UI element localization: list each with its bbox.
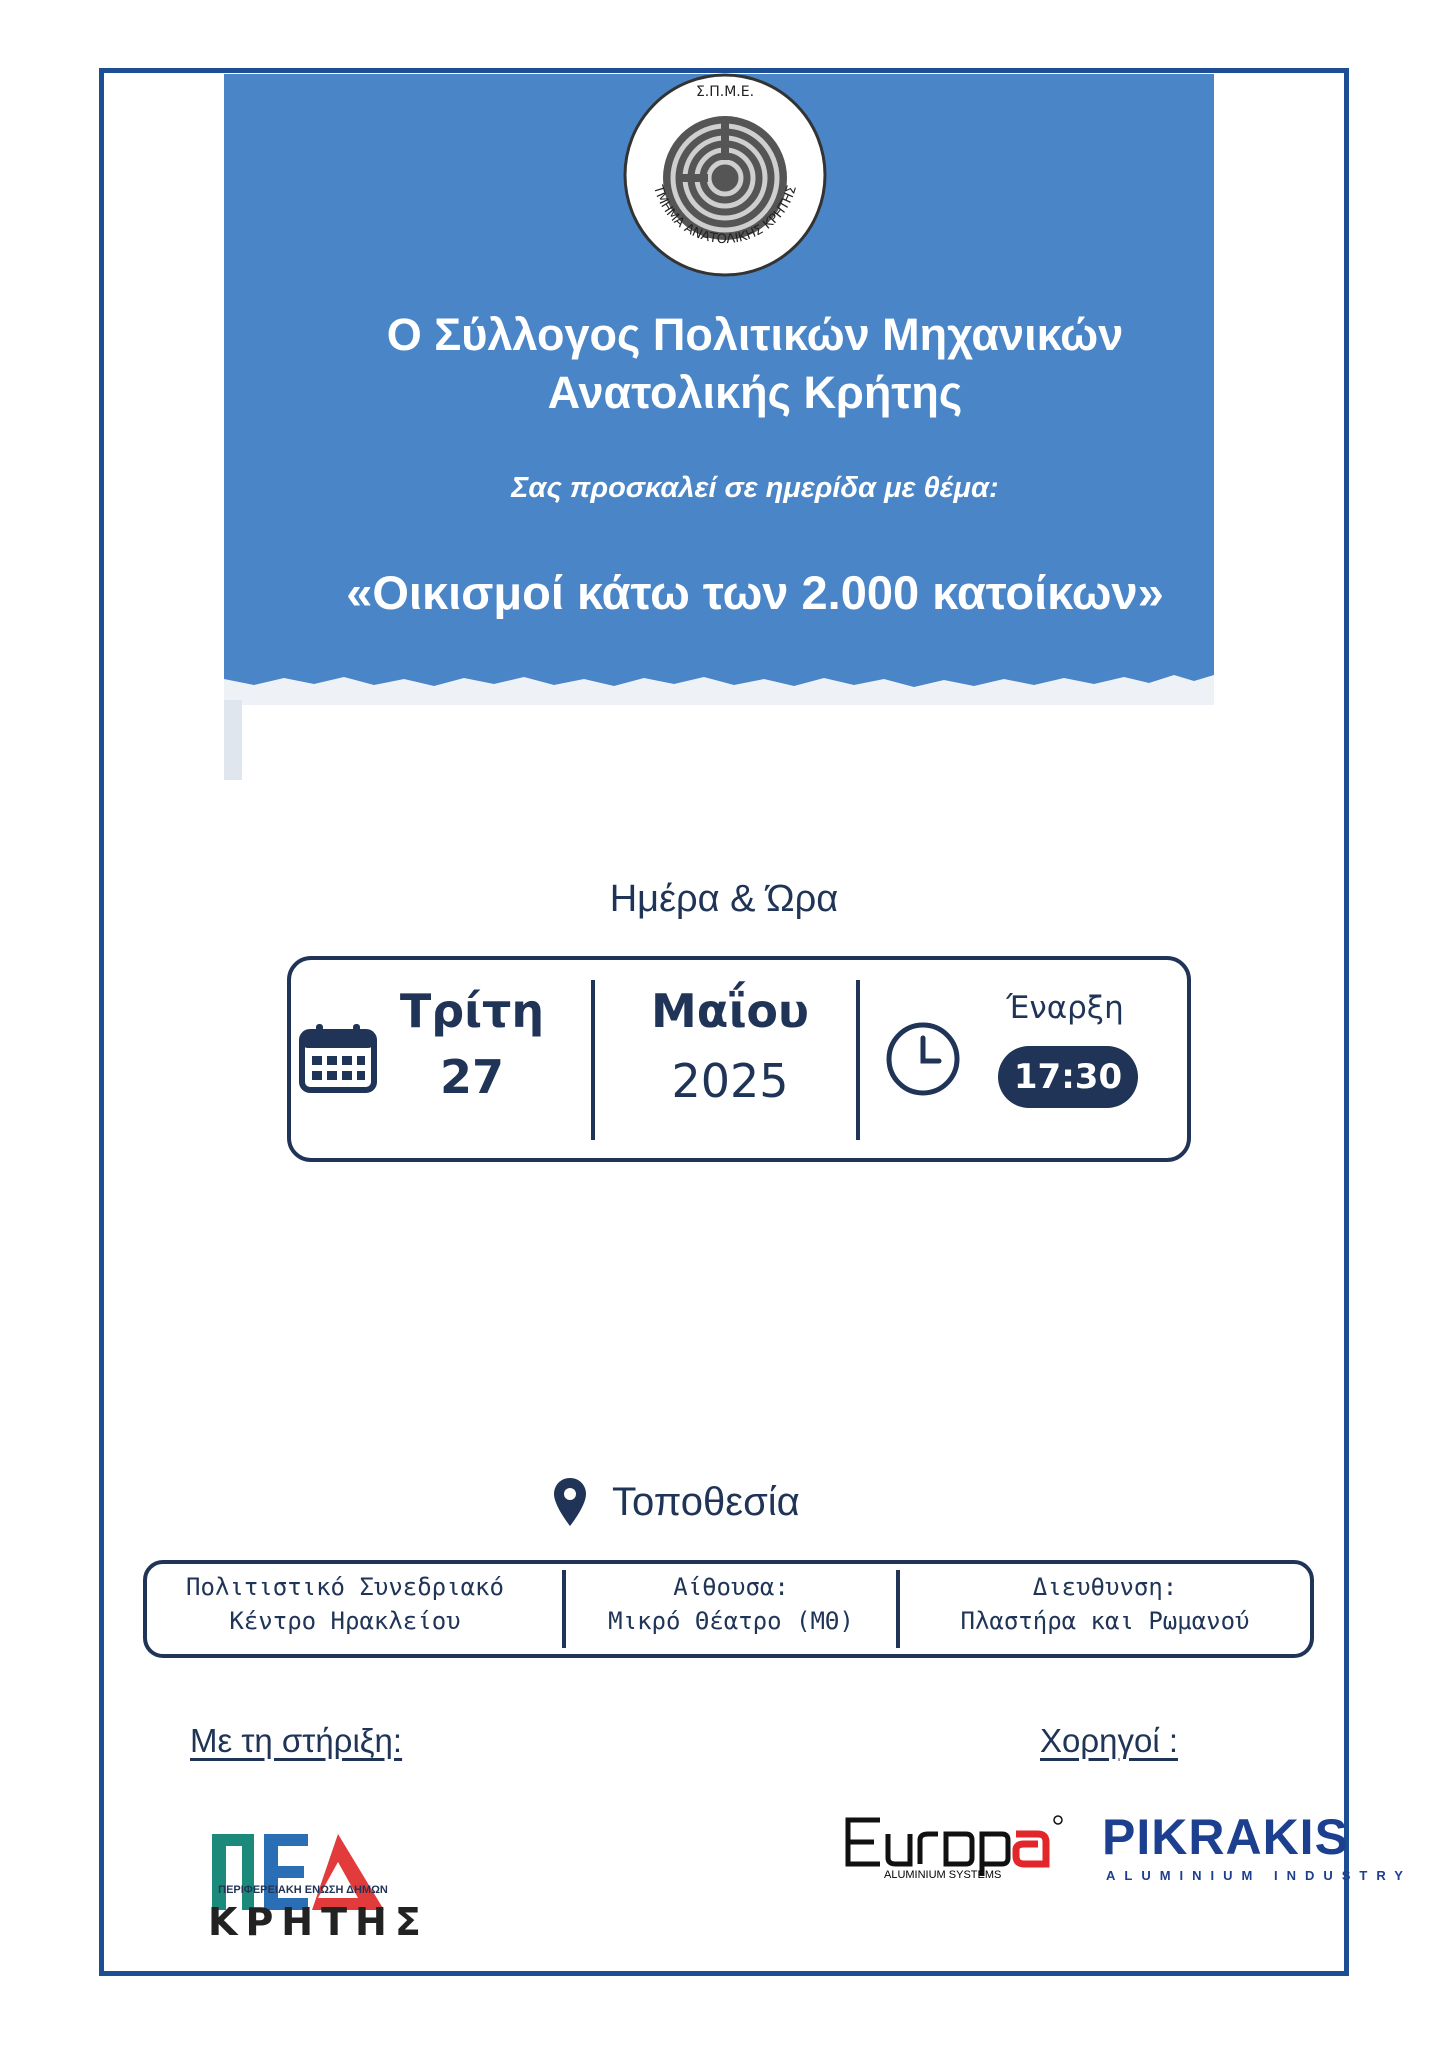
year: 2025 — [671, 1054, 789, 1108]
seal-ring-text: ΤΜΗΜΑ ΑΝΑΤΟΛΙΚΗΣ ΚΡΗΤΗΣ — [650, 183, 800, 248]
weekday: Τρίτη — [399, 984, 545, 1038]
spme-seal-logo — [620, 70, 830, 280]
event-topic: «Οικισμοί κάτω των 2.000 κατοίκων» — [346, 566, 1164, 619]
hall-value: Μικρό Θέατρο (ΜΘ) — [608, 1607, 854, 1635]
clock-icon — [884, 1020, 962, 1098]
address-label: Διευθυνση: — [1032, 1573, 1178, 1601]
sponsors-label: Χορηγοί : — [1040, 1722, 1179, 1759]
venue-line-1: Πολιτιστικό Συνεδριακό — [186, 1573, 504, 1601]
title-line-2: Ανατολικής Κρήτης — [547, 367, 963, 418]
title-line-1: Ο Σύλλογος Πολιτικών Μηχανικών — [386, 309, 1124, 360]
calendar-icon — [298, 1022, 378, 1094]
address-cell — [900, 1570, 1310, 1638]
hall-label: Αίθουσα: — [673, 1573, 789, 1601]
start-time-badge: 17:30 — [998, 1046, 1138, 1108]
hall-cell — [566, 1570, 896, 1638]
invitation-subtitle: Σας προσκαλεί σε ημερίδα με θέμα: — [511, 472, 999, 504]
ped-name: ΚΡΗΤΗΣ — [208, 1900, 429, 1944]
datetime-heading: Ημέρα & Ώρα — [609, 878, 839, 920]
day-number: 27 — [439, 1050, 504, 1104]
date-divider-1 — [591, 980, 595, 1140]
support-label: Με τη στήριξη: — [190, 1722, 403, 1759]
map-pin-icon — [552, 1476, 588, 1528]
europa-subtitle: ALUMINIUM SYSTEMS — [884, 1869, 1002, 1881]
address-value: Πλαστήρα και Ρωμανού — [960, 1607, 1250, 1635]
month: Μαΐου — [651, 984, 809, 1038]
location-heading: Τοποθεσία — [612, 1480, 800, 1524]
venue-line-2: Κέντρο Ηρακλείου — [229, 1607, 461, 1635]
start-label: Έναρξη — [1006, 990, 1124, 1026]
date-divider-2 — [856, 980, 860, 1140]
pikrakis-subtitle: ALUMINIUM INDUSTRY — [1106, 1868, 1412, 1883]
banner-edge-shadow — [224, 700, 242, 780]
ped-subtitle: ΠΕΡΙΦΕΡΕΙΑΚΗ ΕΝΩΣΗ ΔΗΜΩΝ — [218, 1884, 388, 1896]
torn-paper-edge — [224, 665, 1214, 735]
venue-cell — [150, 1570, 540, 1638]
pikrakis-logo: PIKRAKIS — [1102, 1809, 1349, 1865]
organization-title — [224, 306, 1286, 422]
seal-top-text: Σ.Π.Μ.Ε. — [695, 84, 755, 100]
